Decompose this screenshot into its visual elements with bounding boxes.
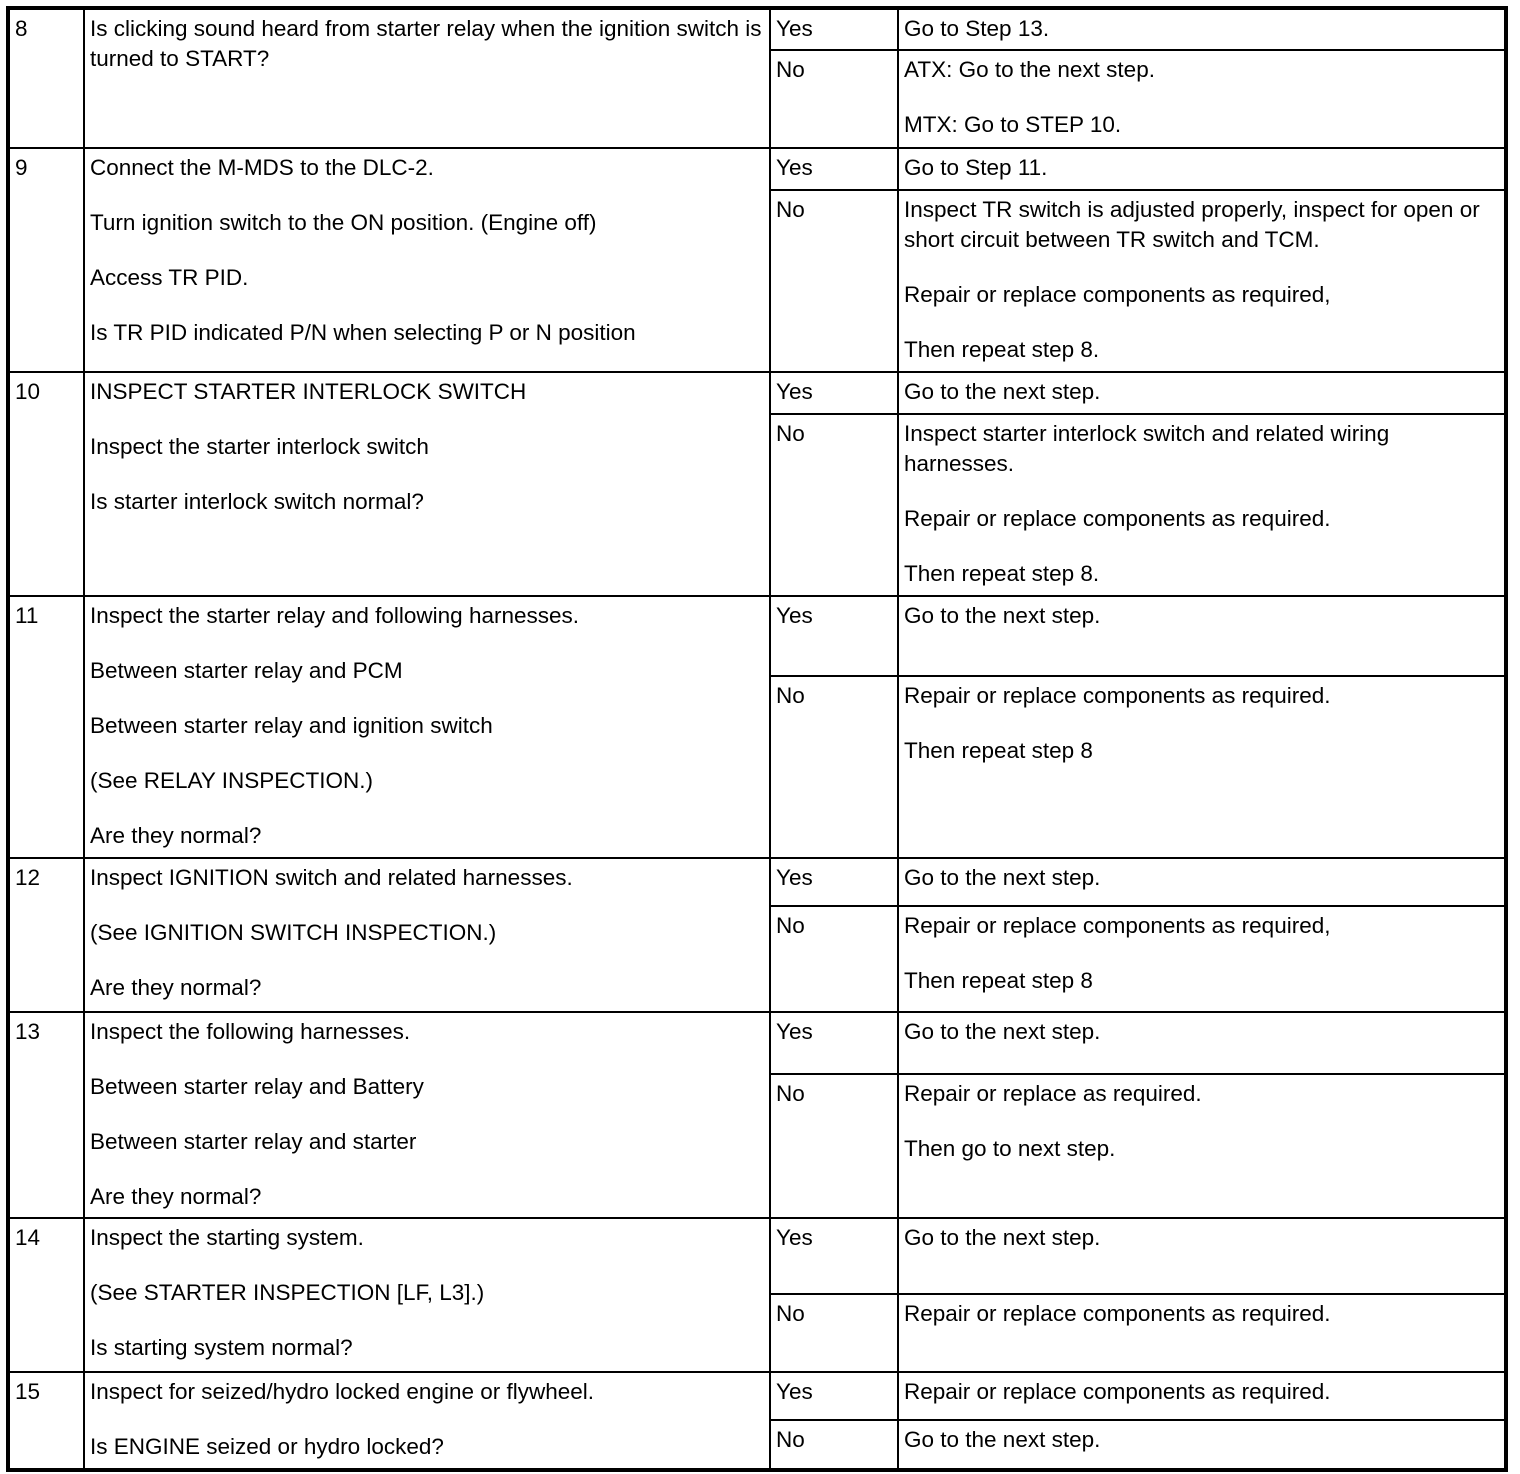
step-number: 12 [8, 858, 84, 1012]
table-row [8, 1372, 1506, 1420]
no-result [898, 1294, 1506, 1372]
step-action [84, 148, 770, 372]
step-action-line: Access TR PID. [90, 265, 249, 290]
yes-label: Yes [770, 596, 898, 676]
no-result [898, 1074, 1506, 1218]
yes-result-line: Go to the next step. [904, 865, 1101, 890]
yes-result [898, 858, 1506, 906]
yes-result-line: Go to Step 13. [904, 16, 1050, 41]
no-result-line: Inspect TR switch is adjusted properly, inspect for open or short circuit between TR switch and TCM. [904, 197, 1480, 252]
step-action [84, 596, 770, 858]
yes-result [898, 372, 1506, 414]
step-action-line: Inspect IGNITION switch and related harnesses. [90, 865, 573, 890]
no-result [898, 676, 1506, 858]
no-label: No [770, 190, 898, 372]
step-action-line: Between starter relay and Battery [90, 1074, 424, 1099]
table-row [8, 1218, 1506, 1294]
yes-label: Yes [770, 858, 898, 906]
step-action-line: Is TR PID indicated P/N when selecting P or N position [90, 320, 636, 345]
step-action [84, 8, 770, 148]
step-action-line: Are they normal? [90, 823, 262, 848]
no-result-line: ATX: Go to the next step. [904, 57, 1155, 82]
no-result-line: MTX: Go to STEP 10. [904, 112, 1122, 137]
yes-result [898, 596, 1506, 676]
step-action-line: Are they normal? [90, 975, 262, 1000]
yes-result-line: Repair or replace components as required. [904, 1379, 1331, 1404]
step-action-line: Inspect the following harnesses. [90, 1019, 411, 1044]
step-action-line: Between starter relay and ignition switch [90, 713, 493, 738]
no-result-line: Then repeat step 8 [904, 738, 1093, 763]
no-label: No [770, 50, 898, 148]
yes-result [898, 1012, 1506, 1074]
step-action-line: Is starting system normal? [90, 1335, 353, 1360]
no-label: No [770, 414, 898, 596]
no-result-line: Repair or replace components as required. [904, 683, 1331, 708]
step-action [84, 858, 770, 1012]
yes-result [898, 1218, 1506, 1294]
step-action-line: Are they normal? [90, 1184, 262, 1209]
no-result-line: Then repeat step 8. [904, 561, 1100, 586]
table-row [8, 1012, 1506, 1074]
step-number: 11 [8, 596, 84, 858]
step-action [84, 1372, 770, 1470]
no-result-line: Then repeat step 8. [904, 337, 1100, 362]
yes-label: Yes [770, 1372, 898, 1420]
yes-result [898, 8, 1506, 50]
step-action-line: Is clicking sound heard from starter relay when the ignition switch is turned to START? [90, 16, 762, 71]
yes-label: Yes [770, 1012, 898, 1074]
step-action-line: (See STARTER INSPECTION [LF, L3].) [90, 1280, 485, 1305]
yes-result [898, 148, 1506, 190]
no-result-line: Then repeat step 8 [904, 968, 1093, 993]
no-label: No [770, 1294, 898, 1372]
step-number: 14 [8, 1218, 84, 1372]
step-action-line: Inspect for seized/hydro locked engine or flywheel. [90, 1379, 595, 1404]
yes-result-line: Go to the next step. [904, 1019, 1101, 1044]
no-result [898, 190, 1506, 372]
step-action-line: Connect the M-MDS to the DLC-2. [90, 155, 434, 180]
no-label: No [770, 1420, 898, 1470]
no-result-line: Then go to next step. [904, 1136, 1116, 1161]
no-result-line: Repair or replace components as required, [904, 913, 1331, 938]
step-action [84, 1218, 770, 1372]
table-row [8, 858, 1506, 906]
no-label: No [770, 906, 898, 1012]
no-result [898, 414, 1506, 596]
table-row [8, 148, 1506, 190]
step-number: 10 [8, 372, 84, 596]
step-number: 9 [8, 148, 84, 372]
no-result [898, 50, 1506, 148]
table-row [8, 596, 1506, 676]
step-number: 13 [8, 1012, 84, 1218]
step-action [84, 372, 770, 596]
no-result [898, 1420, 1506, 1470]
table-row [8, 8, 1506, 50]
step-action-line: Inspect the starter interlock switch [90, 434, 429, 459]
no-result-line: Inspect starter interlock switch and related wiring harnesses. [904, 421, 1390, 476]
step-action-line: Turn ignition switch to the ON position. (Engine off) [90, 210, 597, 235]
yes-label: Yes [770, 148, 898, 190]
table-row [8, 372, 1506, 414]
step-number: 15 [8, 1372, 84, 1470]
no-label: No [770, 676, 898, 858]
step-action-line: (See RELAY INSPECTION.) [90, 768, 373, 793]
yes-result-line: Go to Step 11. [904, 155, 1048, 180]
yes-result-line: Go to the next step. [904, 379, 1101, 404]
no-label: No [770, 1074, 898, 1218]
step-action-line: Between starter relay and starter [90, 1129, 417, 1154]
no-result-line: Repair or replace as required. [904, 1081, 1202, 1106]
no-result-line: Repair or replace components as required. [904, 1301, 1331, 1326]
no-result-line: Repair or replace components as required, [904, 282, 1331, 307]
step-action-line: Is ENGINE seized or hydro locked? [90, 1434, 444, 1459]
step-action-line: Is starter interlock switch normal? [90, 489, 424, 514]
step-action-line: Inspect the starting system. [90, 1225, 364, 1250]
diagnostic-table [6, 6, 1508, 1472]
no-result-line: Go to the next step. [904, 1427, 1101, 1452]
no-result-line: Repair or replace components as required. [904, 506, 1331, 531]
step-action [84, 1012, 770, 1218]
no-result [898, 906, 1506, 1012]
yes-label: Yes [770, 8, 898, 50]
yes-label: Yes [770, 1218, 898, 1294]
step-action-line: INSPECT STARTER INTERLOCK SWITCH [90, 379, 527, 404]
step-action-line: Inspect the starter relay and following harnesses. [90, 603, 580, 628]
step-action-line: (See IGNITION SWITCH INSPECTION.) [90, 920, 497, 945]
diagnostic-table-body [8, 8, 1506, 1470]
yes-result [898, 1372, 1506, 1420]
step-number: 8 [8, 8, 84, 148]
yes-label: Yes [770, 372, 898, 414]
step-action-line: Between starter relay and PCM [90, 658, 403, 683]
yes-result-line: Go to the next step. [904, 603, 1101, 628]
yes-result-line: Go to the next step. [904, 1225, 1101, 1250]
